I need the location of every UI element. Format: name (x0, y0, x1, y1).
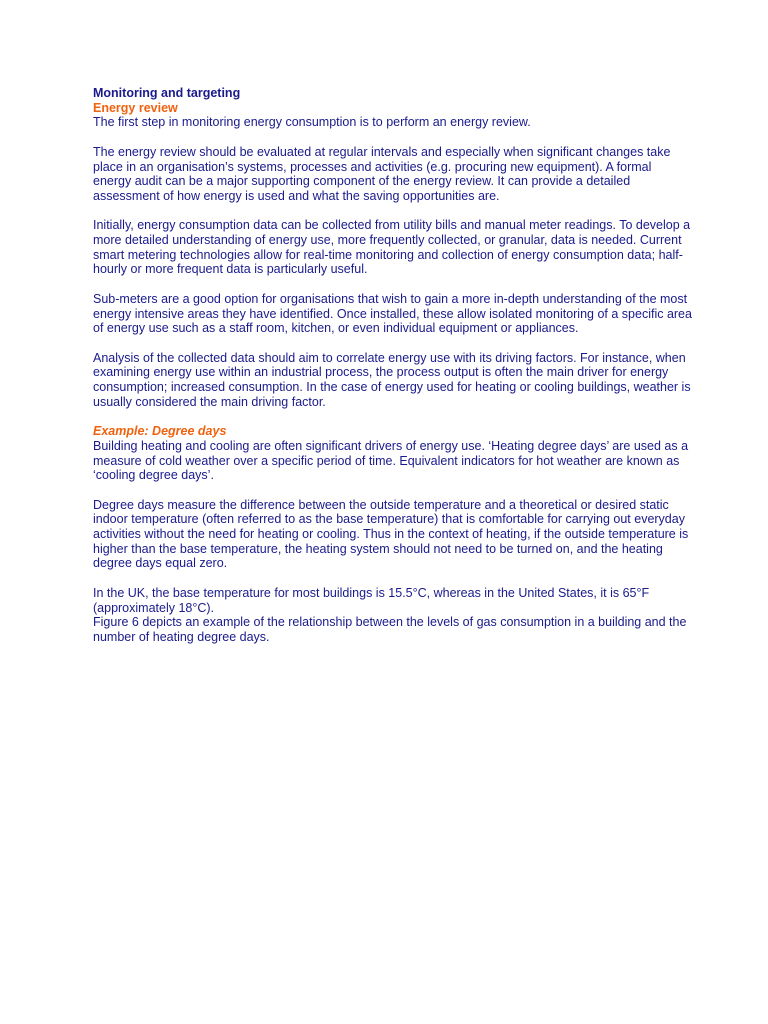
paragraph-base-temperature: In the UK, the base temperature for most buildings is 15.5°C, whereas in the United States, it is 65°F (approximately 18°C). (93, 585, 650, 615)
paragraph-figure-reference: Figure 6 depicts an example of the relationship between the levels of gas consumption in a building and the number of heating degree days. (93, 615, 687, 644)
paragraph-sub-meters: Sub-meters are a good option for organisations that wish to gain a more in-depth understanding of the most energy intensive areas they have identified. Once installed, these allow isolated monitoring of a specific area of energy use such as a staff room, kitchen, or even individual equipment or appliances. (93, 291, 692, 336)
section-heading-degree-days: Example: Degree days (93, 424, 227, 439)
paragraph-intro: The first step in monitoring energy consumption is to perform an energy review. (93, 115, 531, 130)
paragraph-spacer (93, 204, 693, 219)
paragraph-spacer (93, 409, 693, 424)
paragraph-data-collection: Initially, energy consumption data can be collected from utility bills and manual meter readings. To develop a more detailed understanding of energy use, more frequently collected, or granular, data is needed. Current smart metering technologies allow for real-time monitoring and collection of energy consumption data; half-hourly or more frequent data is particularly useful. (93, 218, 691, 277)
paragraph-spacer (93, 571, 693, 586)
section-heading-energy-review: Energy review (93, 100, 178, 115)
paragraph-spacer (93, 483, 693, 498)
paragraph-degree-days-intro: Building heating and cooling are often significant drivers of energy use. ‘Heating degree days’ are used as a measure of cold weather over a specific period of time. Equivalent indicators for hot weather are known as ‘cooling degree days’. (93, 438, 689, 483)
paragraph-review-evaluation: The energy review should be evaluated at regular intervals and especially when significant changes take place in an organisation’s systems, processes and activities (e.g. procuring new equipment). A formal energy audit can be a major supporting component of the energy review. It can provide a detailed assessment of how energy is used and what the saving opportunities are. (93, 144, 671, 203)
paragraph-spacer (93, 336, 693, 351)
document-title: Monitoring and targeting (93, 86, 241, 100)
paragraph-analysis: Analysis of the collected data should aim to correlate energy use with its driving factors. For instance, when examining energy use within an industrial process, the process output is often the main driver for energy consumption; increased consumption. In the case of energy used for heating or cooling buildings, weather is usually considered the main driving factor. (93, 350, 691, 409)
paragraph-spacer (93, 277, 693, 292)
paragraph-degree-days-definition: Degree days measure the difference between the outside temperature and a theoretical or desired static indoor temperature (often referred to as the base temperature) that is comfortable for carrying out everyday activities without the need for heating or cooling. Thus in the context of heating, if the outside temperature is higher than the base temperature, the heating system should not need to be turned on, and the heating degree days equal zero. (93, 497, 689, 571)
paragraph-spacer (93, 130, 693, 145)
document-page (93, 86, 693, 645)
